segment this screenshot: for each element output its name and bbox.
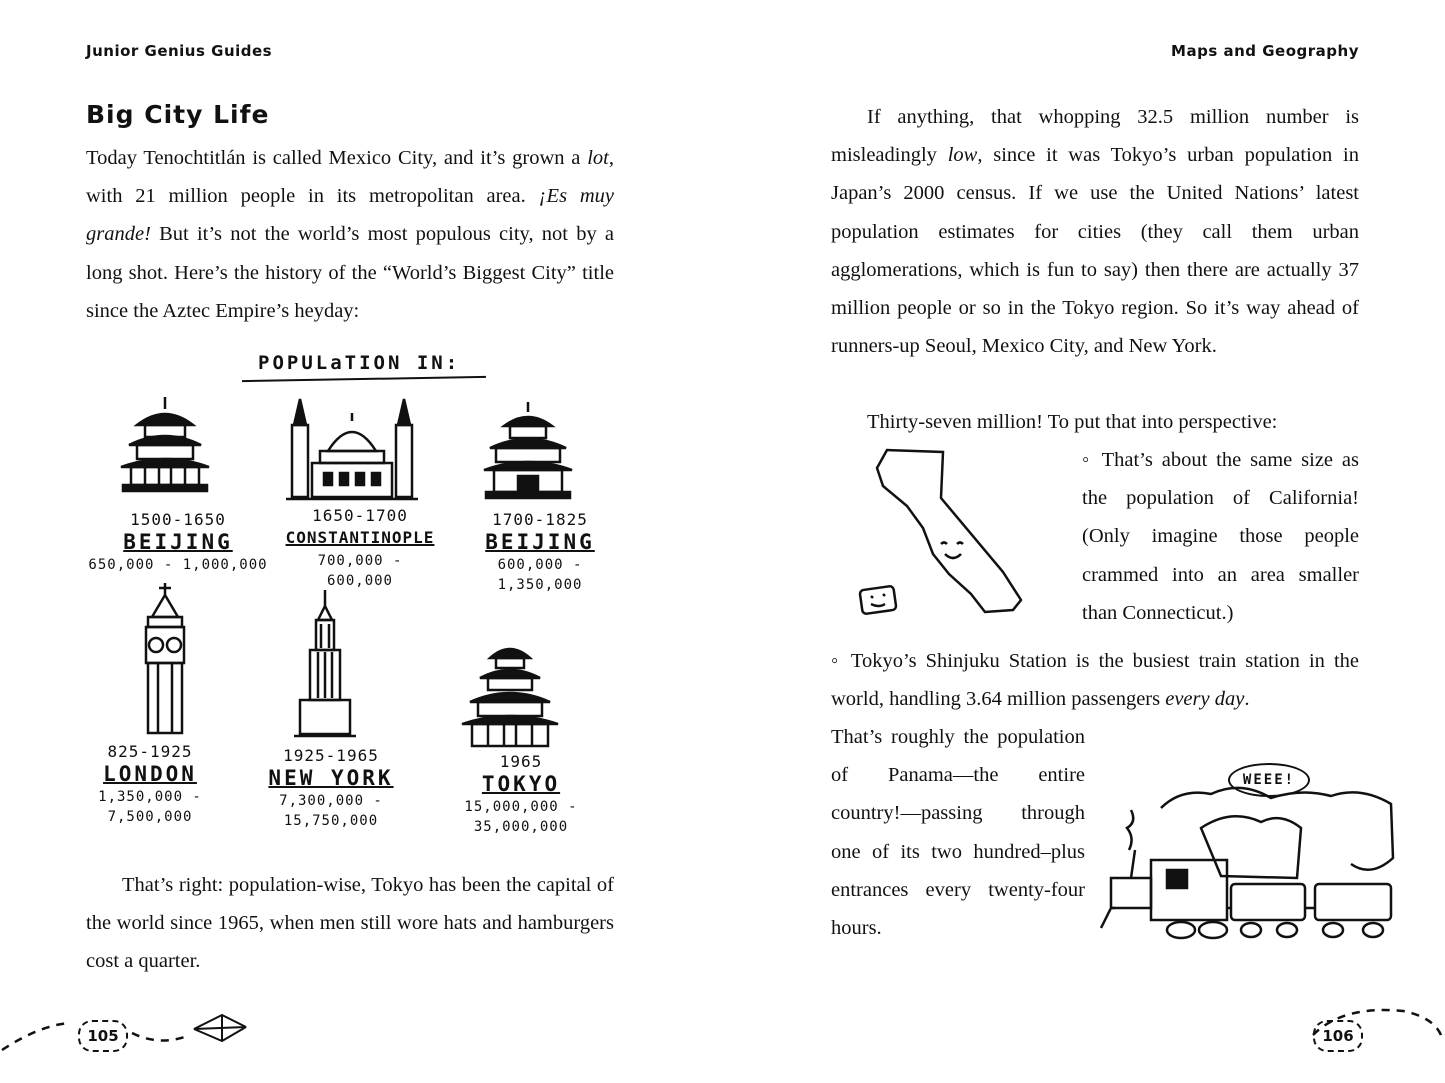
city-population: 700,000 - 600,000 (317, 553, 403, 589)
closing-paragraph: That’s right: population-wise, Tokyo has been the capital of the world since 1965, when men still wore hats and hamburgers cost a quarter. (86, 874, 614, 973)
text-run: , with 21 million people in its metropolitan area. (86, 147, 614, 208)
bullet-item (831, 642, 1359, 718)
city-years: 1925-1965 (283, 746, 379, 765)
italic-run: low (947, 144, 978, 167)
italic-run: ¡Es muy grande! (86, 185, 614, 246)
clock-tower-icon (140, 583, 190, 735)
page-number: 105 (78, 1020, 128, 1052)
city-name: CONSTANTINOPLE (285, 528, 435, 547)
pagoda-icon (460, 640, 560, 750)
skyscraper-icon (290, 590, 360, 740)
body-paragraph: Thirty-seven million! To put that into perspective: (867, 411, 1278, 433)
text-run: . (1244, 688, 1250, 711)
text-run: But it’s not the world’s most populous city, not by a long shot. Here’s the history of the “World’s Biggest City” title since the Aztec Empire’s heyday: (86, 223, 614, 322)
mosque-icon (282, 395, 422, 505)
running-head: Maps and Geography (1171, 42, 1359, 60)
city-name: LONDON (103, 762, 197, 786)
city-years: 1500-1650 (130, 510, 226, 529)
temple-icon (478, 402, 578, 502)
intro-paragraph (86, 139, 614, 330)
city-entry (456, 752, 586, 837)
text-run: ◦ Tokyo’s Shinjuku Station is the busiest train station in the world, handling 3.64 million passengers (831, 650, 1359, 711)
bullet-continuation: That’s roughly the population of Panama—the entire country!—passing through one of its two hundred–plus entrances every twenty-four hours. (831, 726, 1085, 940)
city-population: 1,350,000 - 7,500,000 (98, 789, 202, 825)
city-population: 7,300,000 - 15,750,000 (279, 793, 383, 829)
running-head: Junior Genius Guides (86, 42, 273, 60)
illustration-title: POPULaTION IN: (258, 352, 461, 374)
city-population: 650,000 - 1,000,000 (88, 557, 268, 573)
title-underline (242, 376, 486, 382)
section-heading: Big City Life (86, 100, 270, 129)
city-years: 825-1925 (107, 742, 193, 761)
right-page (723, 0, 1445, 1083)
paper-plane-icon (192, 1013, 248, 1043)
city-years: 1650-1700 (312, 506, 408, 525)
city-name: NEW YORK (268, 766, 394, 790)
bullet-item: ◦ That’s about the same size as the population of California! (Only imagine those people crammed into an area smaller than Connecticut.) (1082, 449, 1359, 624)
city-name: TOKYO (481, 772, 561, 796)
temple-icon (115, 395, 215, 505)
city-name: BEIJING (485, 530, 595, 554)
city-years: 1700-1825 (492, 510, 588, 529)
city-entry (88, 510, 268, 575)
city-population: 600,000 - 1,350,000 (497, 557, 583, 593)
text-run: , since it was Tokyo’s urban population in Japan’s 2000 census. If we use the United Nations’ latest population estimates for cities (they call them urban agglomerations, which is fun to say) then there are actually 37 million people or so in the Tokyo region. So it’s way ahead of runners-up Seoul, Mexico City, and New York. (831, 144, 1359, 358)
body-paragraph (831, 98, 1359, 365)
page-number: 106 (1313, 1020, 1363, 1052)
text-run: Today Tenochtitlán is called Mexico City, and it’s grown a (86, 147, 588, 169)
city-name: BEIJING (123, 530, 233, 554)
city-years: 1965 (499, 752, 543, 771)
city-population: 15,000,000 - 35,000,000 (464, 799, 578, 835)
city-entry (262, 506, 458, 591)
speech-bubble: WEEE! (1228, 763, 1310, 797)
italic-run: lot (587, 147, 609, 169)
italic-run: every day (1165, 688, 1245, 711)
left-page (0, 0, 722, 1083)
city-entry (472, 510, 608, 595)
text-run: If anything, that whopping 32.5 million number is misleadingly (831, 106, 1359, 167)
city-entry (80, 742, 220, 827)
city-entry (256, 746, 406, 831)
california-map-icon (853, 446, 1053, 622)
dashed-path-decoration (1283, 995, 1443, 1065)
